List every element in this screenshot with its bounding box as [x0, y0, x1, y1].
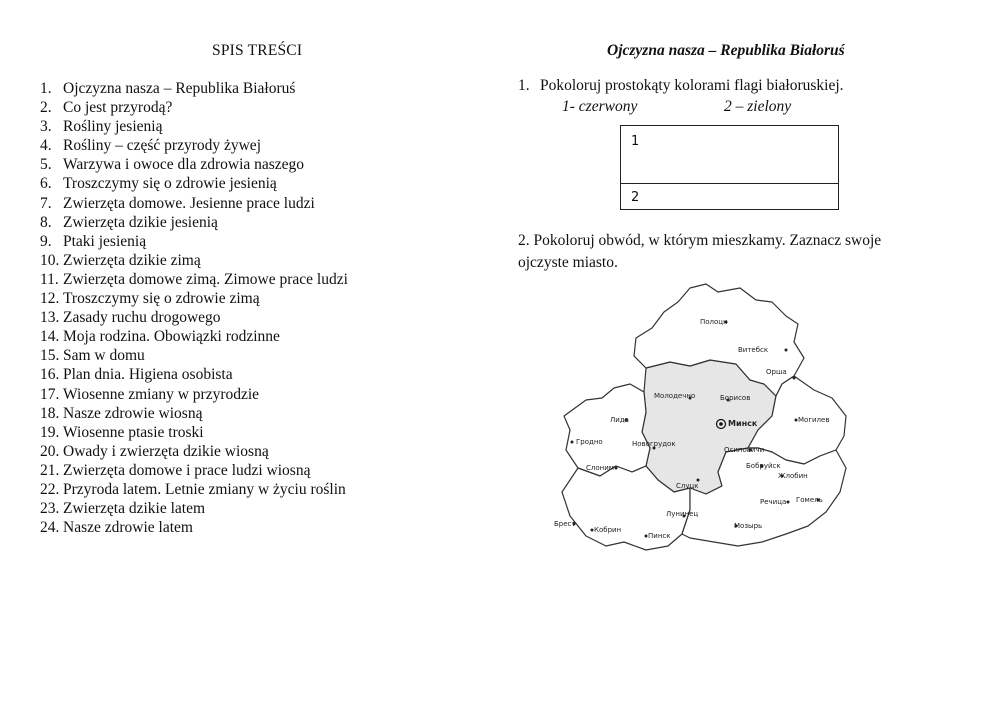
- toc-item-text: Ptaki jesienią: [63, 232, 147, 250]
- toc-item-number: 18.: [40, 404, 60, 422]
- toc-item-text: Wiosenne zmiany w przyrodzie: [63, 385, 260, 403]
- flag-rectangle[interactable]: [620, 125, 839, 210]
- toc-item-number: 13.: [40, 309, 60, 327]
- city-label: Осиповичи: [724, 446, 765, 454]
- toc-item-number: 15.: [40, 347, 60, 365]
- toc-item: [40, 327, 348, 346]
- toc-item-number: 8.: [40, 213, 52, 231]
- toc-item: [40, 117, 348, 136]
- city-label: Витебск: [738, 346, 769, 354]
- city-label: Гродно: [576, 438, 603, 446]
- city-label: Кобрин: [594, 526, 622, 534]
- toc-item-text: Co jest przyrodą?: [63, 99, 173, 117]
- toc-item-text: Rośliny jesienią: [63, 118, 163, 136]
- toc-item-text: Zwierzęta domowe i prace ludzi wiosną: [63, 461, 311, 479]
- color-hint-2: 2 – zielony: [724, 98, 792, 115]
- flag-stripe-bottom[interactable]: [621, 184, 838, 209]
- toc-item: [40, 346, 348, 365]
- city-label: Слоним: [586, 464, 615, 472]
- toc-item: [40, 308, 348, 327]
- toc-item-number: 4.: [40, 137, 52, 155]
- toc-item: [40, 251, 348, 270]
- toc-item-text: Zwierzęta domowe zimą. Zimowe prace ludzi: [63, 270, 348, 288]
- toc-item-number: 6.: [40, 175, 52, 193]
- toc-item-number: 22.: [40, 480, 60, 498]
- toc-item: [40, 79, 348, 98]
- belarus-map[interactable]: [550, 280, 900, 580]
- toc-item-text: Zwierzęta domowe. Jesienne prace ludzi: [63, 194, 315, 212]
- city-label: Борисов: [720, 394, 751, 402]
- toc-item-number: 19.: [40, 423, 60, 441]
- city-label: Лунинец: [666, 510, 699, 518]
- toc-item-text: Nasze zdrowie latem: [63, 519, 193, 537]
- city-label: Минск: [728, 419, 758, 428]
- city-label: Брест: [554, 520, 576, 528]
- toc-title: SPIS TREŚCI: [212, 42, 303, 59]
- city-label: Молодечно: [654, 392, 696, 400]
- right-page: [496, 0, 992, 702]
- toc-item-number: 11.: [40, 270, 59, 288]
- flag-stripe-label-1: 1: [631, 134, 640, 149]
- toc-item: [40, 213, 348, 232]
- toc-item-text: Moja rodzina. Obowiązki rodzinne: [63, 328, 280, 346]
- toc-item-number: 21.: [40, 461, 60, 479]
- toc-item: [40, 174, 348, 193]
- toc-item: [40, 385, 348, 404]
- toc-list: [40, 79, 348, 537]
- toc-item: [40, 404, 348, 423]
- toc-item-number: 12.: [40, 290, 60, 308]
- city-label: Полоцк: [700, 318, 728, 326]
- toc-item-number: 24.: [40, 519, 60, 537]
- toc-item: [40, 289, 348, 308]
- task-1-number: 1.: [518, 77, 530, 94]
- toc-item-text: Sam w domu: [63, 347, 145, 365]
- task-1-text: Pokoloruj prostokąty kolorami flagi białoruskiej.: [540, 77, 844, 94]
- toc-item: [40, 499, 348, 518]
- toc-item: [40, 461, 348, 480]
- toc-item-number: 14.: [40, 328, 60, 346]
- city-label: Бобруйск: [746, 462, 781, 470]
- toc-item: [40, 365, 348, 384]
- toc-item-text: Zwierzęta dzikie latem: [63, 500, 206, 518]
- toc-item-text: Przyroda latem. Letnie zmiany w życiu roślin: [63, 480, 346, 498]
- flag-stripe-label-2: 2: [631, 190, 640, 205]
- toc-item: [40, 98, 348, 117]
- city-label: Мозырь: [734, 522, 763, 530]
- toc-item: [40, 442, 348, 461]
- toc-item-text: Owady i zwierzęta dzikie wiosną: [63, 442, 269, 460]
- toc-item: [40, 194, 348, 213]
- toc-item-text: Zasady ruchu drogowego: [63, 309, 221, 327]
- page-title: Ojczyzna nasza – Republika Białoruś: [607, 42, 845, 59]
- toc-item-text: Wiosenne ptasie troski: [63, 423, 204, 441]
- toc-item: [40, 423, 348, 442]
- task-1: [518, 77, 844, 95]
- toc-item-text: Rośliny – część przyrody żywej: [63, 137, 261, 155]
- toc-item: [40, 136, 348, 155]
- toc-item-number: 23.: [40, 500, 60, 518]
- toc-item-number: 5.: [40, 156, 52, 174]
- toc-item-text: Ojczyzna nasza – Republika Białoruś: [63, 80, 296, 97]
- toc-item: [40, 232, 348, 251]
- toc-item-text: Plan dnia. Higiena osobista: [63, 366, 233, 384]
- toc-item-number: 3.: [40, 118, 52, 136]
- toc-item: [40, 155, 348, 174]
- toc-item-number: 9.: [40, 232, 52, 250]
- city-label: Орша: [766, 368, 787, 376]
- city-label: Гомель: [796, 496, 823, 504]
- city-label: Пинск: [648, 532, 671, 540]
- toc-item-number: 1.: [40, 80, 52, 97]
- color-hint-1: 1- czerwony: [562, 98, 638, 115]
- city-label: Жлобин: [778, 472, 808, 480]
- toc-item: [40, 480, 348, 499]
- region-grodno: [564, 384, 650, 476]
- flag-stripe-top[interactable]: [621, 126, 838, 184]
- toc-item-text: Troszczymy się o zdrowie zimą: [63, 290, 260, 308]
- city-label: Слуцк: [676, 482, 699, 490]
- toc-item-text: Warzywa i owoce dla zdrowia naszego: [63, 156, 305, 174]
- toc-item-number: 20.: [40, 442, 60, 460]
- toc-item-number: 10.: [40, 251, 60, 269]
- toc-item-number: 2.: [40, 99, 52, 117]
- toc-item-text: Nasze zdrowie wiosną: [63, 404, 203, 422]
- toc-item: [40, 270, 348, 289]
- toc-item: [40, 518, 348, 537]
- toc-item-text: Zwierzęta dzikie jesienią: [63, 213, 218, 231]
- toc-item-number: 7.: [40, 194, 52, 212]
- toc-item-number: 16.: [40, 366, 60, 384]
- task-2-text: 2. Pokoloruj obwód, w którym mieszkamy. Zaznacz swoje ojczyste miasto.: [518, 232, 882, 271]
- city-label: Могилев: [798, 416, 830, 424]
- city-label: Речица: [760, 498, 787, 506]
- city-label: Лида: [610, 416, 629, 424]
- toc-item-text: Troszczymy się o zdrowie jesienią: [63, 175, 277, 193]
- toc-item-number: 17.: [40, 385, 60, 403]
- city-label: Новогрудок: [632, 440, 676, 448]
- toc-item-text: Zwierzęta dzikie zimą: [63, 251, 201, 269]
